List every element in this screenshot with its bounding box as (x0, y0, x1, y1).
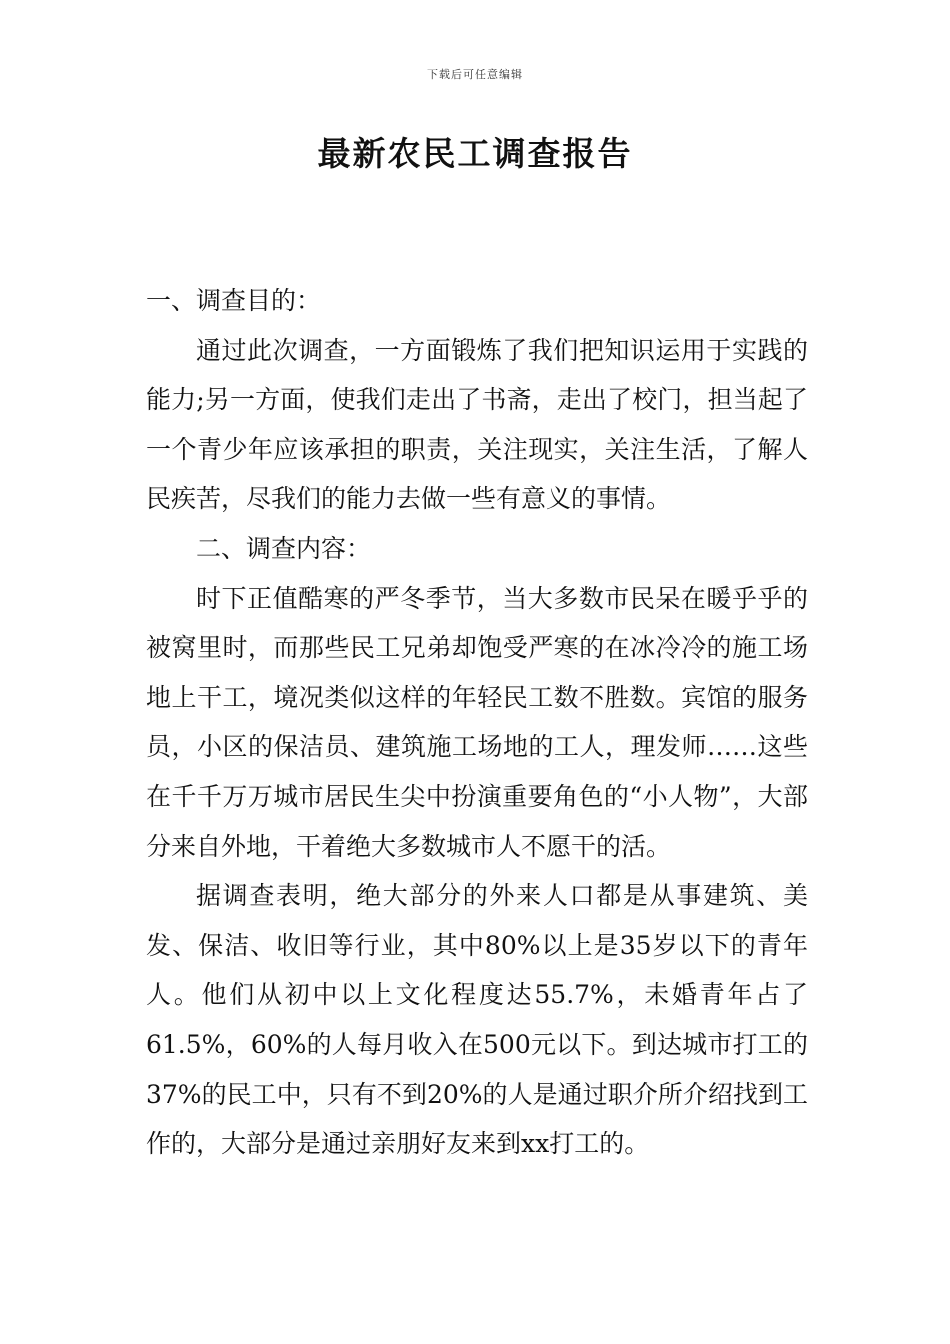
paragraph-content-2: 据调查表明，绝大部分的外来人口都是从事建筑、美发、保洁、收旧等行业，其中80%以上是35岁以下的青年人。他们从初中以上文化程度达55.7%，未婚青年占了61.5%，60%的人每月收入在500元以下。到达城市打工的37%的民工中，只有不到20%的人是通过职介所介绍找到工作的，大部分是通过亲朋好友来到xx打工的。 (146, 881, 808, 1159)
section-heading-purpose: 一、调查目的： (146, 286, 322, 315)
header-note: 下载后可任意编辑 (427, 68, 523, 81)
document-body (146, 276, 808, 1169)
paragraph-content-1: 时下正值酷寒的严冬季节，当大多数市民呆在暖乎乎的被窝里时，而那些民工兄弟却饱受严寒的在冰冷冷的施工场地上干工，境况类似这样的年轻民工数不胜数。宾馆的服务员，小区的保洁员、建筑施工场地的工人，理发师……这些在千千万万城市居民生尖中扮演重要角色的“小人物”，大部分来自外地，干着绝大多数城市人不愿干的活。 (146, 583, 808, 861)
section-heading-content: 二、调查内容： (196, 533, 372, 563)
paragraph-purpose: 通过此次调查，一方面锻炼了我们把知识运用于实践的能力;另一方面，使我们走出了书斋，走出了校门，担当起了一个青少年应该承担的职责，关注现实，关注生活，了解人民疾苦，尽我们的能力去做一些有意义的事情。 (146, 335, 808, 514)
document-title: 最新农民工调查报告 (317, 134, 633, 173)
